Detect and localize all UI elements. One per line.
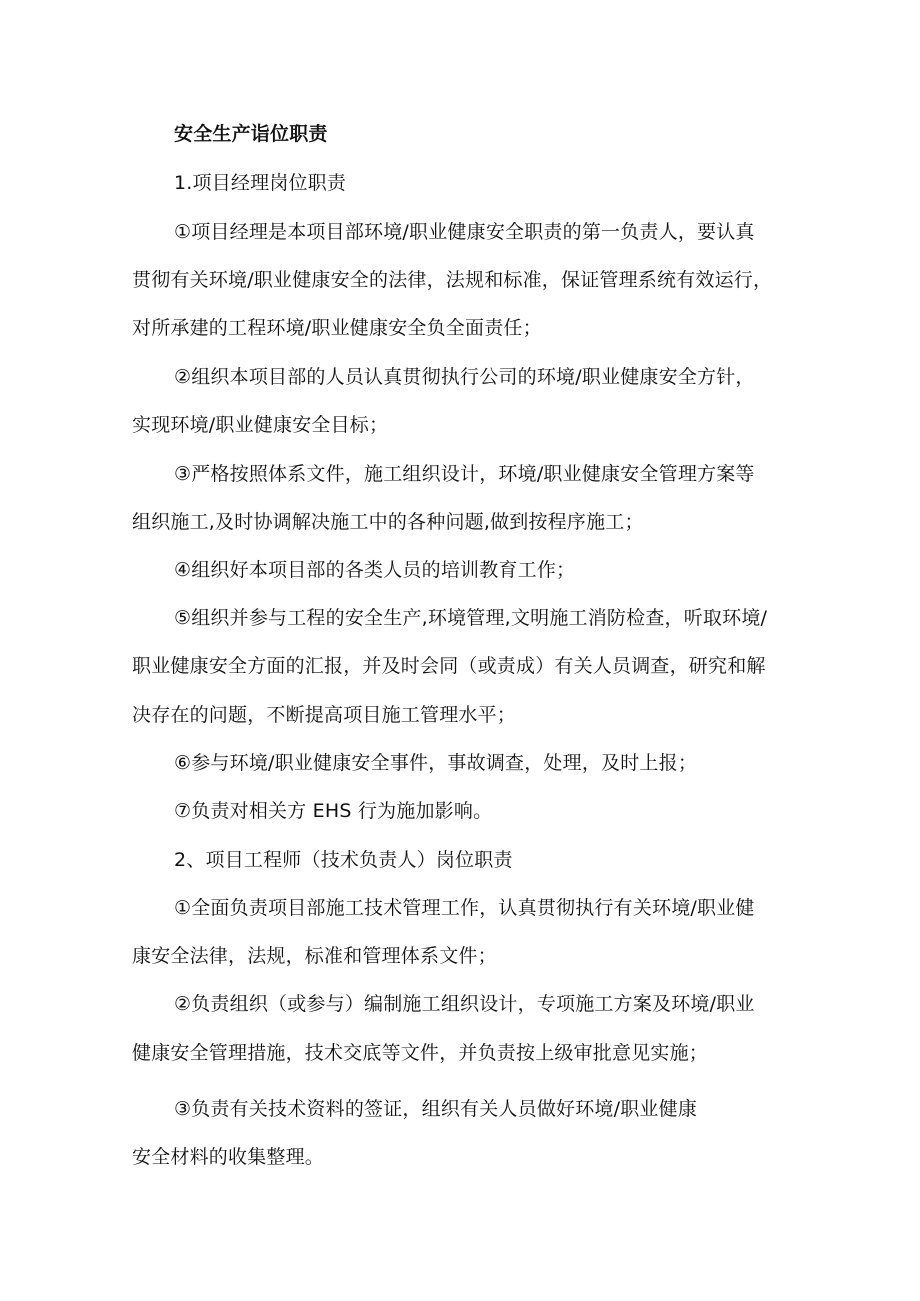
paragraph-line: 健康安全管理措施，技术交底等文件，并负责按上级审批意见实施； bbox=[132, 1042, 709, 1064]
paragraph-line: ②负责组织（或参与）编制施工组织设计，专项施工方案及环境/职业 bbox=[174, 993, 755, 1015]
paragraph-line: 康安全法律，法规，标准和管理体系文件； bbox=[132, 945, 497, 967]
paragraph-line: ④组织好本项目部的各类人员的培训教育工作； bbox=[174, 559, 576, 581]
paragraph-line: 贯彻有关环境/职业健康安全的法律，法规和标准，保证管理系统有效运行， bbox=[132, 269, 773, 291]
paragraph-line: 安全材料的收集整理。 bbox=[132, 1146, 325, 1168]
paragraph-line: 职业健康安全方面的汇报，并及时会同（或责成）有关人员调查，研究和解 bbox=[132, 655, 766, 677]
paragraph-line: 对所承建的工程环境/职业健康安全负全面责任； bbox=[132, 317, 542, 339]
section1-heading: 1.项目经理岗位职责 bbox=[174, 172, 347, 194]
paragraph-line: ①全面负责项目部施工技术管理工作，认真贯彻执行有关环境/职业健 bbox=[174, 897, 755, 919]
paragraph-line: ⑦负责对相关方 EHS 行为施加影响。 bbox=[174, 800, 493, 822]
paragraph-line: ②组织本项目部的人员认真贯彻执行公司的环境/职业健康安全方针， bbox=[174, 366, 755, 388]
paragraph-line: 决存在的问题，不断提高项目施工管理水平； bbox=[132, 704, 517, 726]
paragraph-line: ③严格按照体系文件，施工组织设计，环境/职业健康安全管理方案等 bbox=[174, 463, 755, 485]
paragraph-line: ③负责有关技术资料的签证，组织有关人员做好环境/职业健康 bbox=[174, 1098, 698, 1120]
section2-heading: 2、项目工程师（技术负责人）岗位职责 bbox=[174, 849, 513, 871]
paragraph-line: 组织施工,及时协调解决施工中的各种问题,做到按程序施工； bbox=[132, 511, 644, 533]
paragraph-line: ⑥参与环境/职业健康安全事件，事故调查，处理，及时上报； bbox=[174, 752, 698, 774]
paragraph-line: 实现环境/职业健康安全目标； bbox=[132, 414, 389, 436]
paragraph-line: ⑤组织并参与工程的安全生产,环境管理,文明施工消防检查，听取环境/ bbox=[174, 607, 768, 629]
paragraph-line: ①项目经理是本项目部环境/职业健康安全职责的第一负责人，要认真 bbox=[174, 221, 755, 243]
document-title: 安全生产诣位职责 bbox=[174, 123, 328, 145]
